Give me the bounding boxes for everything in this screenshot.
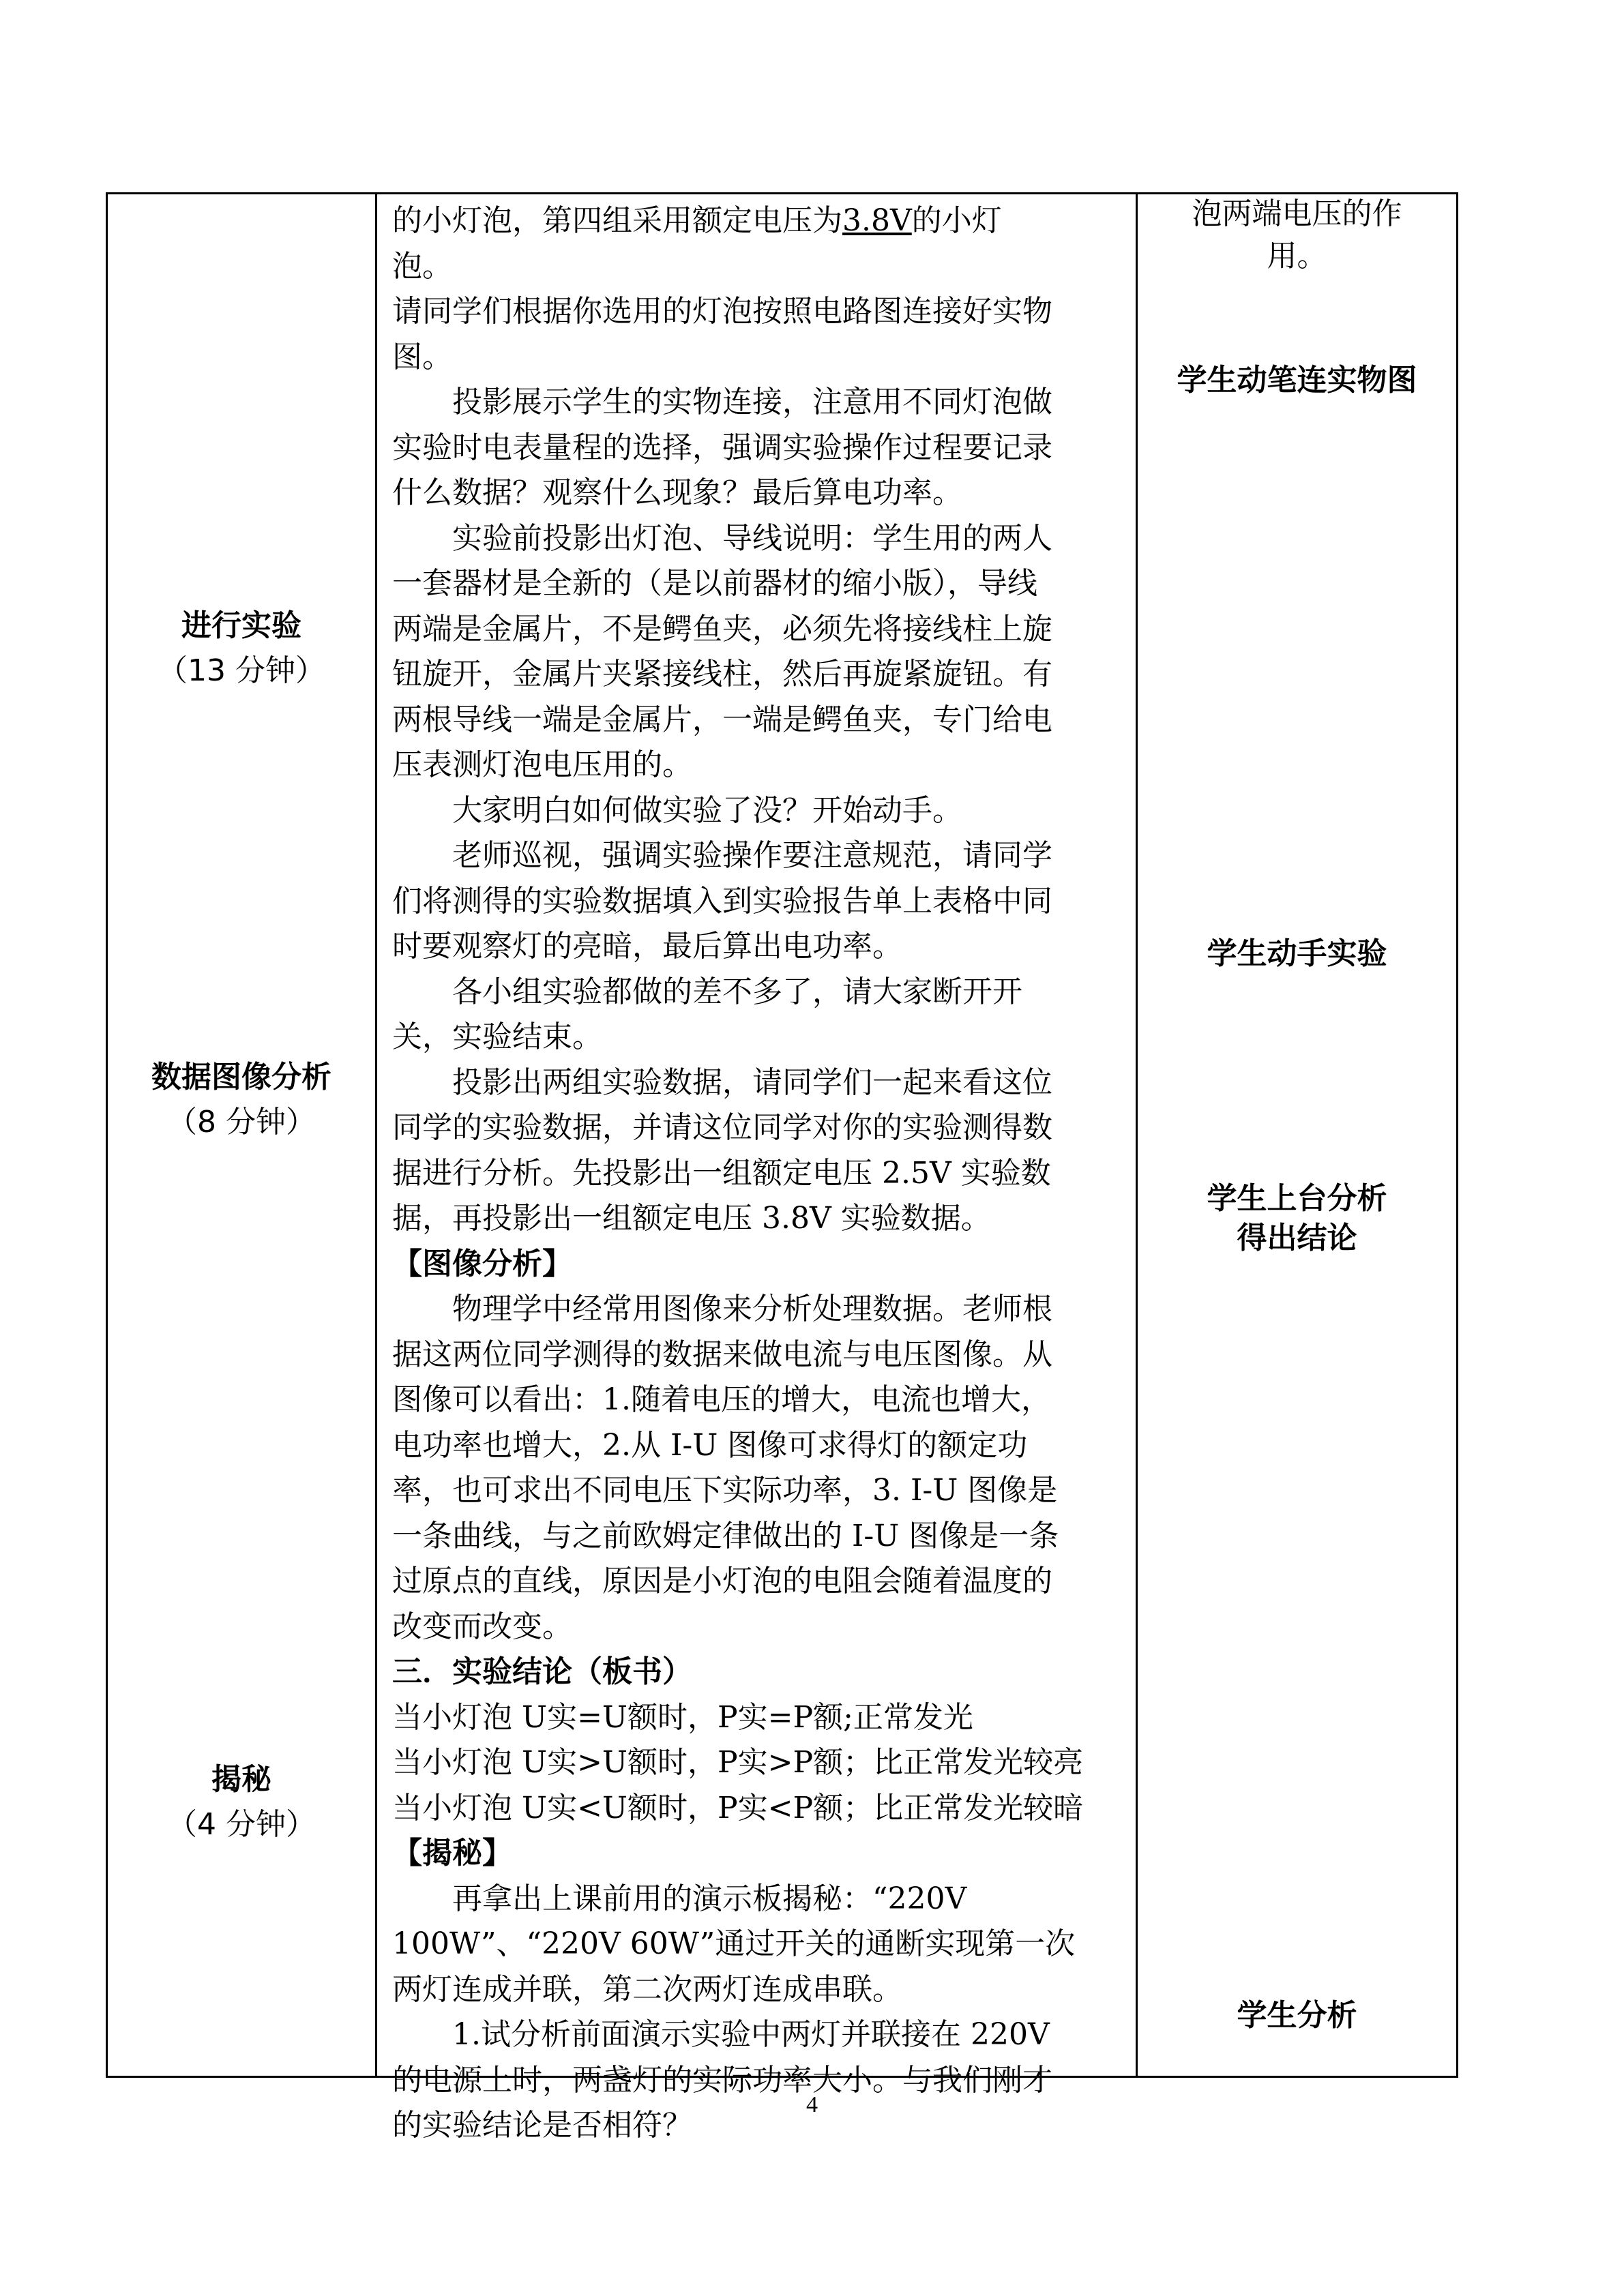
text-line: 的电源上时，两盏灯的实际功率大小。与我们刚才 (392, 2062, 1052, 2098)
text-line: 老师巡视，强调实验操作要注意规范，请同学 (452, 838, 1052, 873)
text-line: 据，再投影出一组额定电压 3.8V 实验数据。 (392, 1201, 991, 1236)
text-line: 钮旋开，金属片夹紧接线柱，然后再旋紧旋钮。有 (392, 657, 1052, 691)
text-line: 再拿出上课前用的演示板揭秘：“220V (452, 1881, 967, 1916)
text-line: 投影出两组实验数据，请同学们一起来看这位 (452, 1064, 1052, 1100)
underlined-value: 3.8V (842, 203, 912, 238)
text-line: 据这两位同学测得的数据来做电流与电压图像。从 (392, 1337, 1052, 1372)
teacher-activity-column (377, 194, 1136, 2143)
section-heading: 【揭秘】 (392, 1836, 512, 1870)
text-line: 两根导线一端是金属片，一端是鳄鱼夹，专门给电 (392, 702, 1052, 737)
text-line: 一套器材是全新的（是以前器材的缩小版），导线 (392, 566, 1037, 601)
text-line: 什么数据？观察什么现象？最后算电功率。 (392, 475, 962, 510)
section-heading: 【图像分析】 (392, 1246, 572, 1281)
text-line: 泡。 (392, 248, 452, 284)
text-line: 投影展示学生的实物连接，注意用不同灯泡做 (452, 385, 1052, 419)
text-line: 压表测灯泡电压用的。 (392, 747, 692, 782)
stage-duration: （4 分钟） (167, 1807, 316, 1842)
stage-column (108, 194, 375, 2076)
student-note-analysis: 学生上台分析 (1207, 1181, 1387, 1216)
section-heading: 三．实验结论（板书） (392, 1654, 692, 1689)
text-line: 实验前投影出灯泡、导线说明：学生用的两人 (452, 520, 1052, 556)
page-number: 4 (806, 2092, 818, 2117)
student-note-conclusion: 得出结论 (1237, 1221, 1357, 1255)
text-line: 物理学中经常用图像来分析处理数据。老师根 (452, 1292, 1052, 1326)
student-note-connect: 学生动笔连实物图 (1177, 363, 1417, 398)
stage-reveal (108, 1757, 375, 1847)
text-line: 同学的实验数据，并请这位同学对你的实验测得数 (392, 1110, 1052, 1145)
text-line: 改变而改变。 (392, 1609, 572, 1644)
student-activity-column (1138, 194, 1456, 2076)
text-line: 100W”、“220V 60W”通过开关的通断实现第一次 (392, 1926, 1076, 1961)
conclusion-line: 当小灯泡 U实=U额时，P实=P额;正常发光 (392, 1699, 973, 1735)
text-line: 请同学们根据你选用的灯泡按照电路图连接好实物 (392, 294, 1052, 329)
stage-duration: （13 分钟） (158, 653, 325, 688)
text-line: 的小灯泡，第四组采用额定电压为3.8V的小灯 (392, 203, 1002, 238)
stage-data-analysis (108, 1055, 375, 1145)
text-line: 两灯连成并联，第二次两灯连成串联。 (392, 1971, 902, 2007)
teacher-activity-text (392, 198, 1129, 2149)
text-line: 1.试分析前面演示实验中两灯并联接在 220V (452, 2017, 1050, 2052)
text-line: 们将测得的实验数据填入到实验报告单上表格中同 (392, 883, 1052, 919)
text-line: 过原点的直线，原因是小灯泡的电阻会随着温度的 (392, 1564, 1052, 1598)
text-line: 两端是金属片，不是鳄鱼夹，必须先将接线柱上旋 (392, 611, 1052, 646)
stage-duration: （8 分钟） (167, 1105, 316, 1139)
student-note-experiment: 学生动手实验 (1207, 936, 1387, 971)
text-line: 率，也可求出不同电压下实际功率，3. I-U 图像是 (392, 1473, 1058, 1508)
text-line: 图。 (392, 339, 452, 374)
student-note: 用。 (1267, 239, 1327, 273)
text-line: 电功率也增大，2.从 I-U 图像可求得灯的额定功 (392, 1427, 1028, 1463)
stage-experiment (108, 603, 375, 694)
text-line: 各小组实验都做的差不多了，请大家断开开 (452, 974, 1022, 1009)
stage-title: 数据图像分析 (151, 1060, 331, 1094)
conclusion-line: 当小灯泡 U实<U额时，P实<P额；比正常发光较暗 (392, 1790, 1084, 1825)
text-line: 实验时电表量程的选择，强调实验操作过程要记录 (392, 430, 1052, 465)
text-line: 关，实验结束。 (392, 1019, 602, 1054)
text-line: 图像可以看出：1.随着电压的增大，电流也增大， (392, 1382, 1051, 1417)
text-line: 据进行分析。先投影出一组额定电压 2.5V 实验数 (392, 1155, 1051, 1191)
text-line: 大家明白如何做实验了没？开始动手。 (452, 792, 962, 828)
text-line: 时要观察灯的亮暗，最后算出电功率。 (392, 929, 902, 964)
lesson-plan-table (106, 192, 1458, 2143)
student-note-analyze: 学生分析 (1237, 1998, 1357, 2033)
stage-title: 揭秘 (211, 1762, 271, 1797)
text-line: 的实验结论是否相符？ (392, 2108, 692, 2143)
student-note: 泡两端电压的作 (1192, 196, 1402, 231)
conclusion-line: 当小灯泡 U实>U额时，P实>P额；比正常发光较亮 (392, 1745, 1084, 1780)
stage-title: 进行实验 (181, 608, 301, 643)
text-line: 一条曲线，与之前欧姆定律做出的 I-U 图像是一条 (392, 1518, 1059, 1553)
